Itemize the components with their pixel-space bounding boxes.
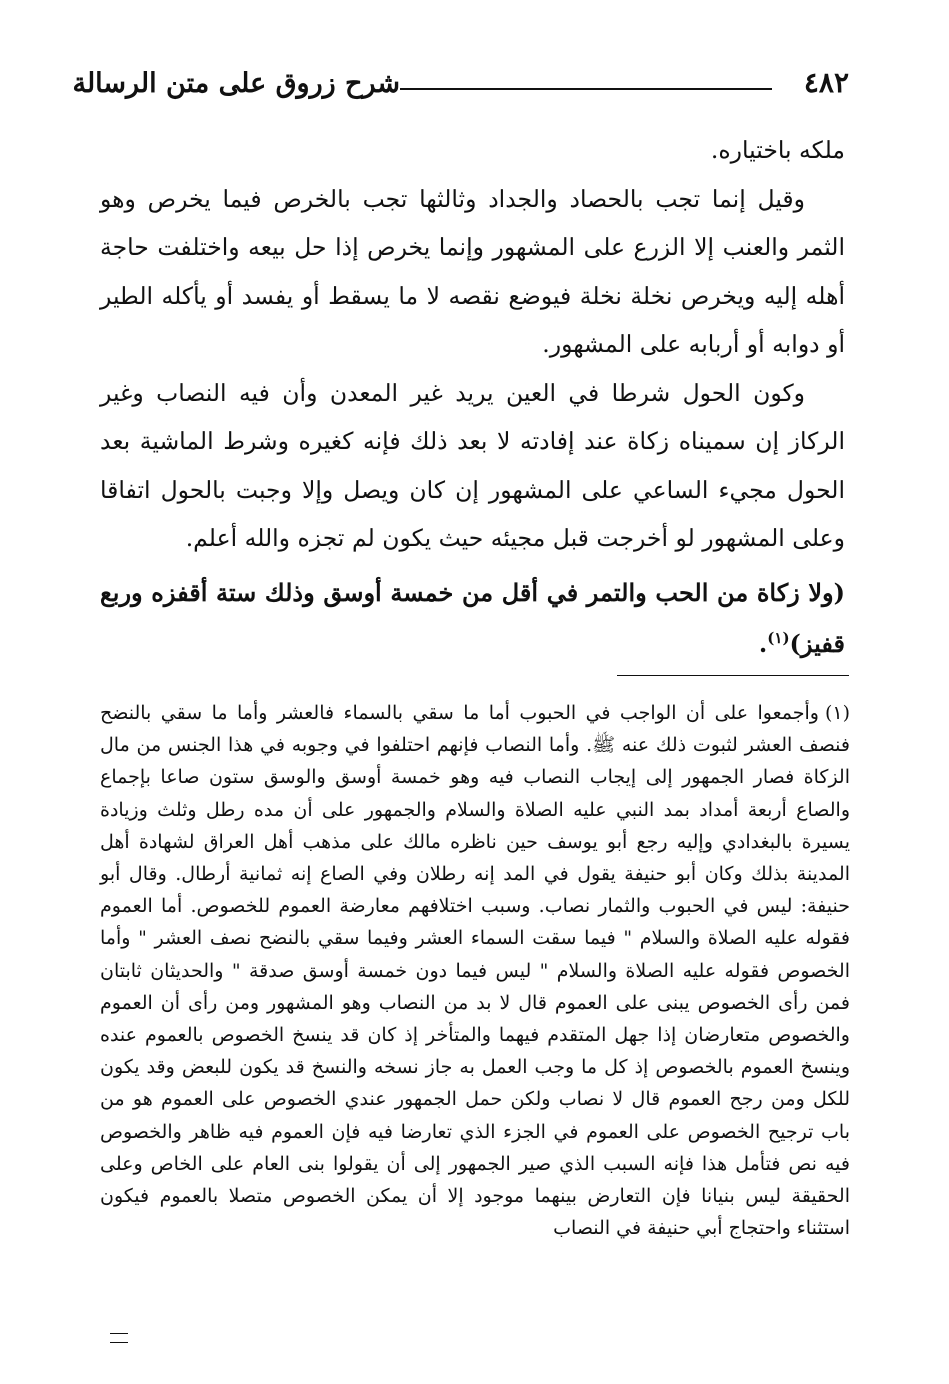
page-number: ٤٨٢ [803,66,849,99]
footnote-separator [617,675,849,676]
continuation-mark [110,1333,128,1343]
footnote-marker: (١) [824,702,850,724]
footnote-text: وأجمعوا على أن الواجب في الحبوب أما ما سقي بالسماء فالعشر وأما ما سقي بالنضح فنصف العشر لثبوت ذلك عنه ﷺ. وأما النصاب فإنهم احتلفوا في وجوبه في هذا الجنس من مال الزكاة فصار الجمهور إلى إيجاب النصاب فيه وهو خمسة أوسق والوسق ستون صاعا بإجماع والصاع أربعة أمداد بمد النبي عليه الصلاة والسلام والجمهور على أن مده رطل وثلث وزيادة يسيرة بالبغدادي وإليه رجع أبو يوسف حين ناظره مالك على مذهب أهل العراق لشهادة أهل المدينة بذلك وكان أبو حنيفة يقول في المد إنه رطلان وفي الصاع إنه ثمانية أرطال. وقال أبو حنيفة: ليس في الحبوب والثمار نصاب. وسبب اختلافهم معارضة العموم للخصوص. أما العموم فقوله عليه الصلاة والسلام " فيما سقت السماء العشر وفيما سقي بالنضح نصف العشر " وأما الخصوص فقوله عليه الصلاة والسلام " ليس فيما دون خمسة أوسق صدقة " والحديثان ثابتان فمن رأى الخصوص يبنى على العموم قال لا بد من النصاب وهو المشهور ومن رأى أن العموم والخصوص متعارضان إذا جهل المتقدم فيهما والمتأخر إذ كان قد ينسخ الخصوص بالعموم عنده وينسخ العموم بالخصوص إذ كل ما وجب العمل به جاز نسخه والنسخ قد يكون للبعض وقد يكون للكل ومن رجح العموم قال لا نصاب ولكن حمل الجمهور عندي الخصوص على العموم هو من باب ترجيح الخصوص على العموم في الجزء الذي تعارضا فيه فإن العموم فيه ظاهر والخصوص فيه نص فتأمل هذا فإنه السبب الذي صير الجمهور إلى أن يقولوا بنى العام على الخاص وعلى الحقيقة ليس بنيانا فإن التعارض بينهما موجود إلا أن يمكن الخصوص متصلا بالعموم فيكون استثناء واحتجاج أبي حنيفة في النصاب [100,702,850,1240]
matn-quote: (ولا زكاة من الحب والتمر في أقل من خمسة أوسق وذلك ستة أقفزه وربع قفيز)$^{(١)}$. [100,577,845,658]
footnote [100,697,850,1244]
matn-text: (ولا زكاة من الحب والتمر في أقل من خمسة أوسق وذلك ستة أقفزه وربع قفيز) [100,577,845,658]
paragraph-1: ملكه باختياره. [710,136,845,164]
paragraph-2: وقيل إنما تجب بالحصاد والجداد وثالثها تجب بالخرص فيما يخرص وهو الثمر والعنب إلا الزرع على المشهور وإنما يخرص إذا حل بيعه واختلفت حاجة أهله إليه ويخرص نخلة نخلة فيوضع نقصه لا ما يسقط أو يفسد أو يأكله الطير أو دوابه أو أربابه على المشهور. [100,184,845,358]
main-text [100,126,845,669]
running-title: شرح زروق على متن الرسالة [72,68,400,99]
footnote-reference[interactable]: (١) [767,628,790,647]
paragraph-3: وكون الحول شرطا في العين يريد غير المعدن وأن فيه النصاب وغير الركاز إن سميناه زكاة عند إفادته لا بعد ذلك فإنه كغيره وشرط الماشية بعد الحول مجيء الساعي على المشهور إن كان ويصل وإلا وجبت بالحول اتفاقا وعلى المشهور لو أخرجت قبل مجيئه حيث يكون لم تجزه والله أعلم. [100,378,845,552]
header-rule [400,88,772,90]
